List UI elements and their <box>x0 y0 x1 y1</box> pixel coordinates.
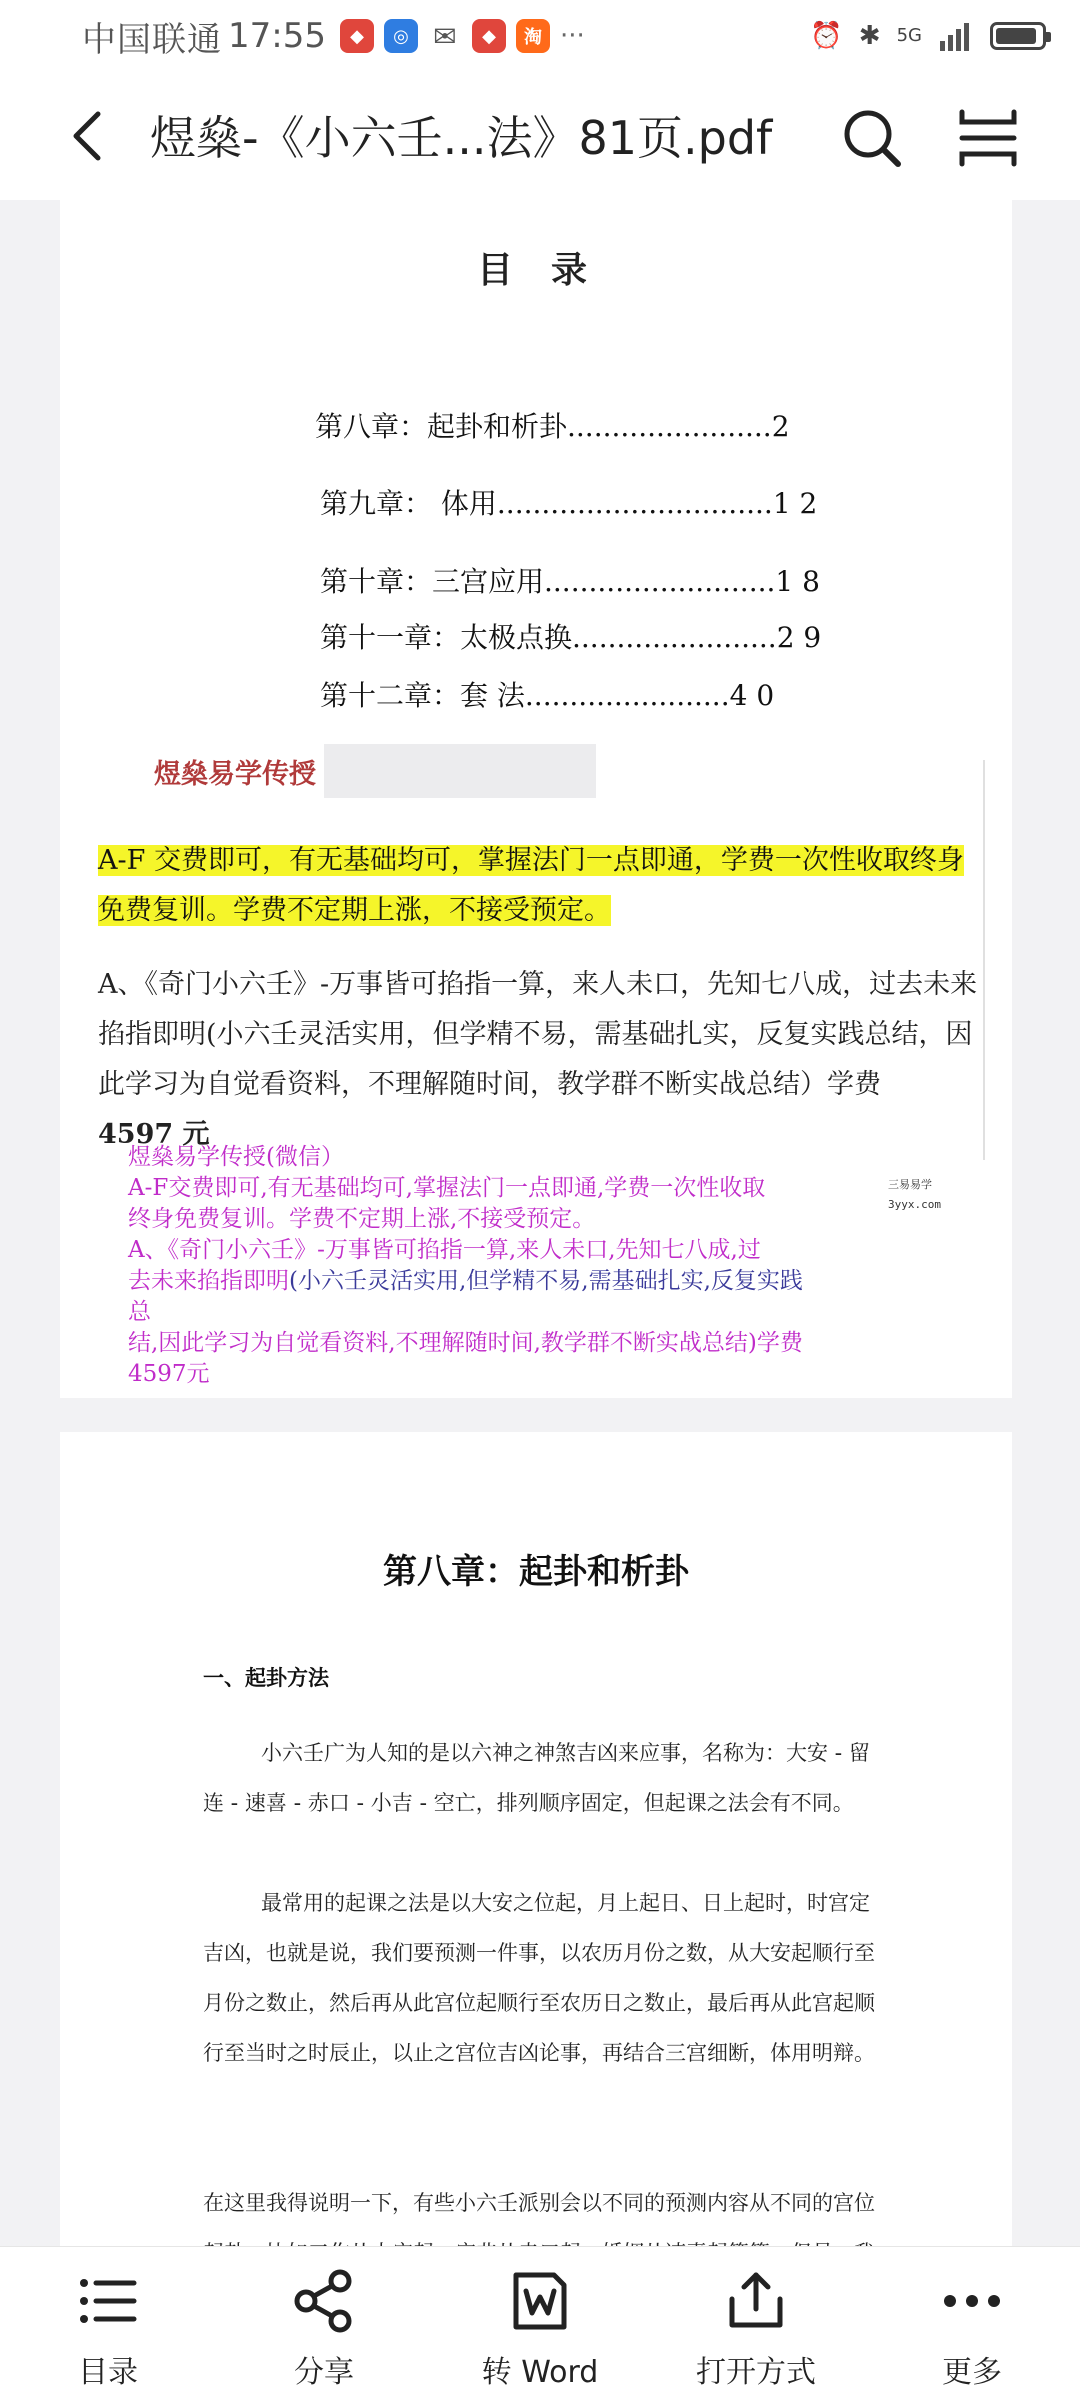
back-arrow-icon <box>76 114 98 158</box>
ad-price: 4597 元 <box>98 1119 210 1150</box>
status-bar <box>0 0 1080 72</box>
paragraph: 最常用的起课之法是以大安之位起，月上起日、日上起时，时宫定吉凶，也就是说，我们要预测一件事，以农历月份之数，从大安起顺行至月份之数止，然后再从此宫位起顺行至农历日之数止，最后再从此宫起顺行至当时之时辰止，以止之宫位吉凶论事，再结合三宫细断，体用明辩。 <box>203 1891 875 2065</box>
toc-entry[interactable]: 第十章：三宫应用..........................1 8 <box>320 565 820 598</box>
list-icon <box>76 2269 140 2333</box>
overlay-line: A、《奇门小六壬》-万事皆可掐指一算,来人未口,先知七八成,过 <box>128 1237 761 1263</box>
watermark: 三易易学 3yyx.com <box>888 1178 941 1211</box>
share-button[interactable] <box>216 2247 432 2400</box>
section-title: 一、起卦方法 <box>203 1666 329 1690</box>
overlay-line: 结,因此学习为自觉看资料,不理解随时间,教学群不断实战总结)学费 <box>128 1330 803 1356</box>
embedded-ad-image <box>88 730 1003 1160</box>
overlay-line: 4597元 <box>128 1361 210 1387</box>
network-type: 5G <box>896 25 922 46</box>
overlay-text-block <box>128 1142 928 1390</box>
ad-brand: 煜燊易学传授 <box>154 759 316 790</box>
taobao-icon: 淘 <box>516 19 550 53</box>
app-notification-icon: ◆ <box>340 19 374 53</box>
open-with-button[interactable] <box>648 2247 864 2400</box>
highlighted-text: A-F 交费即可，有无基础均可，掌握法门一点即通，学费一次性收取终身免费复训。学费不定期上涨，不接受预定。 <box>98 845 964 926</box>
redacted-area <box>324 744 596 798</box>
clock: 17:55 <box>228 16 326 56</box>
toc-entry[interactable]: 第八章：起卦和析卦.......................2 <box>315 410 790 443</box>
app-bar <box>0 72 1080 200</box>
more-notifications-icon: ··· <box>559 21 585 51</box>
open-with-label: 打开方式 <box>696 2355 816 2390</box>
wechat-icon: ✉ <box>428 19 462 53</box>
share-label: 分享 <box>294 2355 354 2390</box>
toc-button[interactable] <box>0 2247 216 2400</box>
paragraph: 在这里我得说明一下，有些小六壬派别会以不同的预测内容从不同的宫位 <box>203 2191 875 2215</box>
image-edge <box>983 760 1003 1160</box>
pdf-page <box>60 1432 1012 2332</box>
toc-heading: 目录 <box>476 249 625 291</box>
app-notification-icon: ◆ <box>472 19 506 53</box>
search-button[interactable] <box>840 106 904 170</box>
ad-body-text <box>98 960 978 1160</box>
more-label: 更多 <box>942 2355 1002 2390</box>
carrier-name: 中国联通 <box>82 19 222 60</box>
bottom-toolbar <box>0 2246 1080 2400</box>
overlay-line: 煜燊易学传授(微信） <box>128 1144 344 1170</box>
more-button[interactable] <box>864 2247 1080 2400</box>
share-icon <box>292 2269 356 2333</box>
alarm-icon: ⏰ <box>810 21 843 51</box>
paragraph: 小六壬广为人知的是以六神之神煞吉凶来应事，名称为：大安 - 留连 - 速喜 - 赤口 - 小吉 - 空亡，排列顺序固定，但起课之法会有不同。 <box>203 1741 870 1815</box>
search-icon <box>847 113 898 164</box>
battery-icon <box>990 22 1046 50</box>
ad-highlight-text <box>98 836 966 936</box>
open-with-icon <box>724 2269 788 2333</box>
overlay-line: 去未来掐指即明(小六壬灵活实用,但学精不易,需基础扎实,反复实践 <box>128 1268 803 1294</box>
document-title: 煜燊-《小六壬...法》81页.pdf <box>150 111 773 165</box>
more-icon <box>940 2269 1004 2333</box>
bluetooth-icon: ✱ <box>858 21 881 51</box>
page-layout-button[interactable] <box>956 106 1020 170</box>
toc-entry[interactable]: 第十一章：太极点换.......................2 9 <box>320 621 822 654</box>
pdf-viewer[interactable] <box>0 200 1080 2246</box>
word-convert-icon <box>508 2269 572 2333</box>
app-notification-icon: ◎ <box>384 19 418 53</box>
overlay-line: A-F交费即可,有无基础均可,掌握法门一点即通,学费一次性收取 <box>128 1175 766 1201</box>
notification-icons <box>340 19 550 53</box>
chapter-title: 第八章：起卦和析卦 <box>383 1552 689 1592</box>
convert-word-label: 转 Word <box>481 2355 599 2390</box>
page-layout-icon <box>962 112 1014 164</box>
signal-icon <box>938 21 974 51</box>
toc-entry[interactable]: 第九章： 体用...............................1 2 <box>320 487 818 520</box>
toc-label: 目录 <box>78 2355 138 2390</box>
ad-body: A、《奇门小六壬》-万事皆可掐指一算，来人未口，先知七八成，过去未来掐指即明(小六壬灵活实用，但学精不易，需基础扎实，反复实践总结，因此学习为自觉看资料，不理解随时间，教学群不断实战总结）学费 <box>98 969 978 1100</box>
back-button[interactable] <box>60 106 120 166</box>
pdf-page <box>60 200 1012 1398</box>
toc-entry[interactable]: 第十二章：套 法.......................4 0 <box>320 679 775 712</box>
overlay-line: 终身免费复训。学费不定期上涨,不接受预定。 <box>128 1206 596 1232</box>
convert-word-button[interactable] <box>432 2247 648 2400</box>
overlay-line: 总 <box>128 1299 151 1325</box>
